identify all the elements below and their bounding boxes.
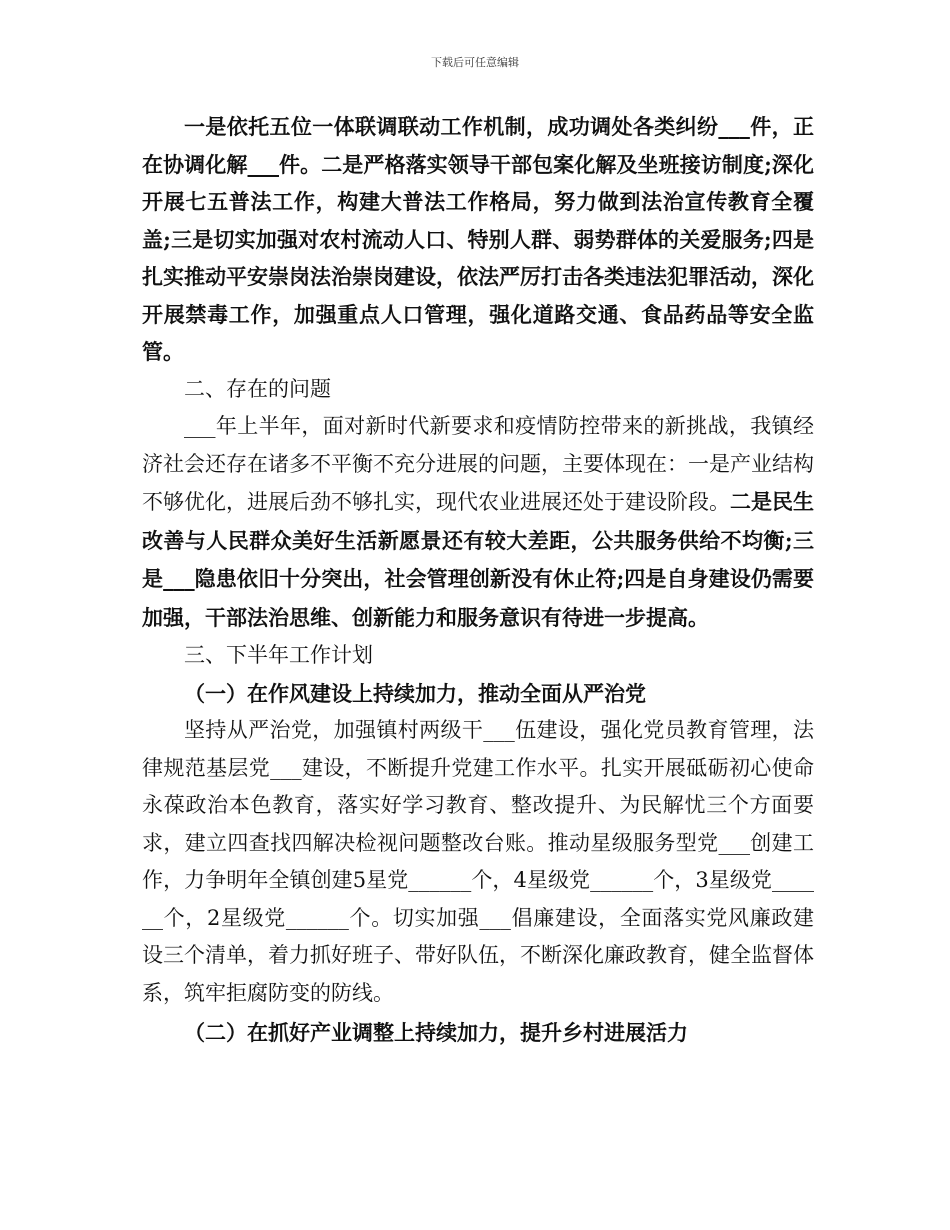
- page-header-note: 下载后可任意编辑: [431, 56, 519, 69]
- subheading-industry: （二）在抓好产业调整上持续加力，提升乡村进展活力: [184, 1020, 688, 1045]
- paragraph-problems: [142, 408, 814, 637]
- section-heading-problems: 二、存在的问题: [184, 376, 331, 401]
- subheading-party-building: （一）在作风建设上持续加力，推动全面从严治党: [184, 680, 646, 706]
- paragraph-measures: 一是依托五位一体联调联动工作机制，成功调处各类纠纷___件，正在协调化解___件。二是严格落实领导干部包案化解及坐班接访制度;深化开展七五普法工作，构建大普法工作格局，努力做到法治宣传教育全覆盖;三是切实加强对农村流动人口、特别人群、弱势群体的关爱服务;四是扎实推动平安崇岗法治崇岗建设，依法严厉打击各类违法犯罪活动，深化开展禁毒工作，加强重点人口管理，强化道路交通、食品药品等安全监管。: [142, 114, 814, 364]
- paragraph-problems-normal: ___年上半年，面对新时代新要求和疫情防控带来的新挑战，我镇经济社会还存在诸多不平衡不充分进展的问题，主要体现在：一是产业结构不够优化，进展后劲不够扎实，现代农业进展还处于建设阶段。: [142, 414, 814, 514]
- paragraph-party-building: 坚持从严治党，加强镇村两级干___伍建设，强化党员教育管理，法律规范基层党___建设，不断提升党建工作水平。扎实开展砥砺初心使命永葆政治本色教育，落实好学习教育、整改提升、为民解忧三个方面要求，建立四查找四解决检视问题整改台账。推动星级服务型党___创建工作，力争明年全镇创建5星党______个，4星级党______个，3星级党______个，2星级党______个。切实加强___倡廉建设，全面落实党风廉政建设三个清单，着力抓好班子、带好队伍，不断深化廉政教育，健全监督体系，筑牢拒腐防变的防线。: [142, 718, 814, 1005]
- paragraph-problems-bold: 二是民生改善与人民群众美好生活新愿景还有较大差距，公共服务供给不均衡;三是___隐患依旧十分突出，社会管理创新没有休止符;四是自身建设仍需要加强，干部法治思维、创新能力和服务意识有待进一步提高。: [142, 489, 814, 630]
- section-heading-plan: 三、下半年工作计划: [184, 643, 373, 667]
- document-body: [142, 108, 814, 1052]
